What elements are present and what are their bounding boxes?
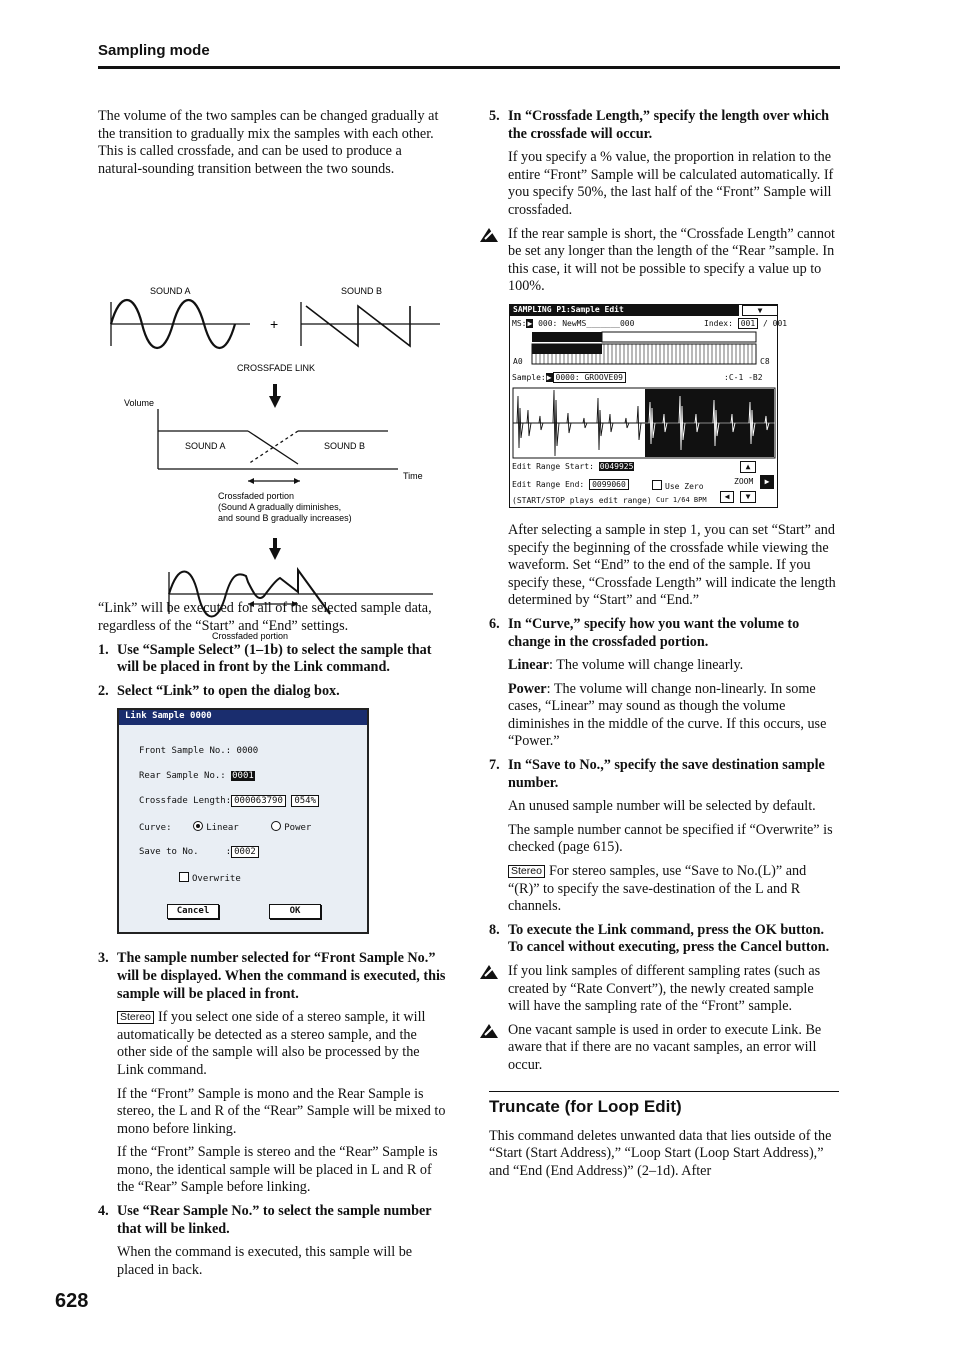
label-sound-b-mid: SOUND B: [324, 441, 366, 452]
label-crossfade-link: CROSSFADE LINK: [237, 363, 316, 374]
step-7: 7. In “Save to No.,” specify the save destination sample number.: [489, 757, 825, 791]
page-number: 628: [55, 1290, 89, 1312]
label-cf-portion-1: Crossfaded portion: [218, 491, 295, 502]
link-sample-dialog: [117, 708, 369, 934]
note-2: If you link samples of different sampling rates (such as created by “Rate Convert”), the newly created sample will have the sampling rate of the “Front” sample.: [489, 963, 839, 1016]
left-column: [98, 108, 448, 1285]
truncate-body: This command deletes unwanted data that lies outside of the “Start (Start Address),” “Loop Start (Loop Start Address),” and “End (End Address)” (2–1d). After: [489, 1127, 832, 1179]
note-1: If the rear sample is short, the “Crossfade Length” cannot be set any longer than the length of the “Rear ”sample. In this case, it will not be possible to specify a value up to 100%.: [489, 226, 839, 296]
overwrite-row: Overwrite: [179, 872, 241, 885]
step-7-body-2: The sample number cannot be specified if “Overwrite” is checked (page 615).: [508, 821, 833, 856]
stereo-tag: Stereo: [117, 1011, 154, 1024]
index-row: Index: 001 / 001: [704, 318, 788, 328]
zoom-right-button[interactable]: ▶: [760, 475, 774, 489]
step-2: 2. Select “Link” to open the dialog box.: [98, 682, 340, 699]
key-low: A0: [513, 356, 523, 366]
ok-button[interactable]: OK: [269, 904, 321, 919]
page-menu-button[interactable]: ▼: [742, 305, 778, 316]
zoom-ratio: Cur 1/64 BPM: [656, 495, 707, 504]
label-sound-a-top: SOUND A: [150, 286, 191, 297]
label-cf-portion-2: (Sound A gradually diminishes,: [218, 502, 342, 513]
after-lcd-paragraph: After selecting a sample in step 1, you can set “Start” and specify the beginning of the crossfade while viewing the waveform. Set “End” to the end of the sample. If you specify these, “Crossfade Length” will indicate the length determined by “Start” and “End.”: [508, 521, 836, 609]
warning-icon: [479, 227, 499, 243]
step-4: 4. Use “Rear Sample No.” to select the sample number that will be linked.: [98, 1203, 432, 1237]
rear-sample-row: Rear Sample No.: 0001: [139, 771, 254, 782]
truncate-heading: Truncate (for Loop Edit): [489, 1091, 839, 1118]
sample-edit-screen: [509, 304, 788, 508]
step-4-body: When the command is executed, this sample will be placed in back.: [117, 1244, 413, 1278]
label-sound-a-mid: SOUND A: [185, 441, 226, 452]
linear-radio[interactable]: [193, 821, 203, 831]
saw-wave-b: [306, 306, 410, 346]
warning-icon: [479, 1023, 499, 1039]
intro-paragraph: The volume of the two samples can be changed gradually at the transition to gradually mix the samples with each other. This is called crossfade, and can be used to produce a natural-sounding transition between the two sounds.: [98, 108, 439, 177]
right-column: [489, 108, 839, 1186]
front-sample-value[interactable]: 0000: [236, 746, 259, 757]
running-header: Sampling mode: [98, 42, 210, 59]
link-paragraph: “Link” will be executed for all of the selected sample data, regardless of the “Start” and “End” settings.: [98, 600, 432, 634]
front-sample-row: Front Sample No.: 0000: [139, 746, 259, 757]
step-7-body-1: An unused sample number will be selected by default.: [508, 798, 816, 815]
header-rule: [98, 66, 840, 69]
cancel-button[interactable]: Cancel: [167, 904, 219, 919]
linear-definition: Linear: The volume will change linearly.: [508, 657, 744, 674]
zoom-up-button[interactable]: ▲: [740, 461, 756, 473]
step-3-stereo2-note: If the “Front” Sample is stereo and the “Rear” Sample is mono, the identical sample will be placed in L and R of the “Rear” Sample before linking.: [117, 1144, 438, 1196]
sample-row: Sample:▶ 0000: GROOVE09: [512, 373, 626, 383]
ms-row: MS:▶ 000: NewMS_______000: [512, 318, 635, 328]
label-sound-b-top: SOUND B: [341, 286, 383, 297]
step-7-stereo-note: Stereo For stereo samples, use “Save to No.(L)” and “(R)” to specify the save-destination of the L and R channels.: [508, 863, 807, 915]
zoom-down-button[interactable]: ▼: [740, 491, 756, 503]
label-plus: +: [270, 316, 279, 333]
lcd-title: SAMPLING P1:Sample Edit: [510, 305, 739, 316]
crossfade-length-field[interactable]: 000063790: [231, 795, 286, 807]
waveform-display[interactable]: [513, 388, 775, 458]
key-high: C8: [760, 356, 770, 366]
warning-icon: [479, 964, 499, 980]
curve-row: Curve: Linear Power: [139, 823, 312, 834]
edit-range-end-row: Edit Range End: 0099060: [512, 480, 629, 490]
edit-range-start-row: Edit Range Start: 0049925: [512, 461, 634, 471]
rear-sample-field[interactable]: 0001: [232, 771, 254, 782]
play-icon[interactable]: ▶: [527, 318, 533, 328]
step-5-body: If you specify a % value, the proportion in relation to the entire “Front” Sample will be calculated automatically. If you specify 50%, the last half of the “Front” Sample will crossfaded.: [508, 149, 834, 218]
save-to-row: Save to No. : 0002: [139, 847, 259, 858]
save-to-field[interactable]: 0002: [231, 846, 259, 858]
step-5: 5. In “Crossfade Length,” specify the length over which the crossfade will occur.: [489, 108, 830, 142]
step-3: 3. The sample number selected for “Front Sample No.” will be displayed. When the command is executed, this sample will be placed in front.: [98, 950, 446, 1002]
zoom-left-button[interactable]: ◀: [720, 491, 734, 503]
edit-range-end-field[interactable]: 0099060: [589, 479, 629, 490]
sample-play-icon[interactable]: ▶: [546, 372, 552, 382]
keyboard-strip: [532, 332, 756, 366]
step-3-stereo-note: Stereo If you select one side of a stereo sample, it will automatically be detected as a stereo sample, and the other side of the sample will also be processed by the Link command.: [117, 1009, 426, 1078]
label-volume: Volume: [124, 398, 155, 409]
sample-range: :C-1 -B2: [724, 372, 763, 382]
crossfade-length-row: Crossfade Length: 000063790 054%: [139, 796, 319, 807]
use-zero-checkbox[interactable]: [652, 480, 662, 490]
sample-field[interactable]: 0000: GROOVE09: [553, 372, 626, 383]
label-time: Time: [403, 471, 423, 482]
power-definition: Power: The volume will change non-linearly. In some cases, “Linear” may sound as though the volume diminishes in the middle of the curve. If this occurs, use “Power.”: [508, 680, 827, 750]
index-field[interactable]: 001: [738, 318, 758, 329]
step-3-mono-note: If the “Front” Sample is mono and the Rear Sample is stereo, the L and R of the “Rear” Sample will be mixed to mono before linking.: [117, 1085, 446, 1137]
step-1: 1. Use “Sample Select” (1–1b) to select the sample that will be placed in front by the Link command.: [98, 641, 432, 676]
edit-range-start-field[interactable]: 0049925: [599, 461, 634, 471]
stereo-tag: Stereo: [508, 865, 545, 878]
crossfade-percent-field[interactable]: 054%: [291, 795, 319, 807]
use-zero-row: Use Zero: [652, 480, 704, 492]
step-6: 6. In “Curve,” specify how you want the volume to change in the crossfaded portion.: [489, 615, 800, 650]
label-cf-portion-3: and sound B gradually increases): [218, 513, 352, 524]
step-8: 8. To execute the Link command, press the OK button. To cancel without executing, press the Cancel button.: [489, 921, 830, 956]
lcd-footer: (START/STOP plays edit range): [512, 495, 652, 505]
label-cf-bottom-1: Crossfaded portion: [212, 631, 289, 642]
power-radio[interactable]: [271, 821, 281, 831]
dialog-title: Link Sample 0000: [119, 710, 367, 725]
zoom-label: ZOOM: [734, 476, 754, 486]
overwrite-checkbox[interactable]: [179, 872, 189, 882]
note-3: One vacant sample is used in order to execute Link. Be aware that if there are no vacant samples, an error will occur.: [489, 1022, 839, 1075]
